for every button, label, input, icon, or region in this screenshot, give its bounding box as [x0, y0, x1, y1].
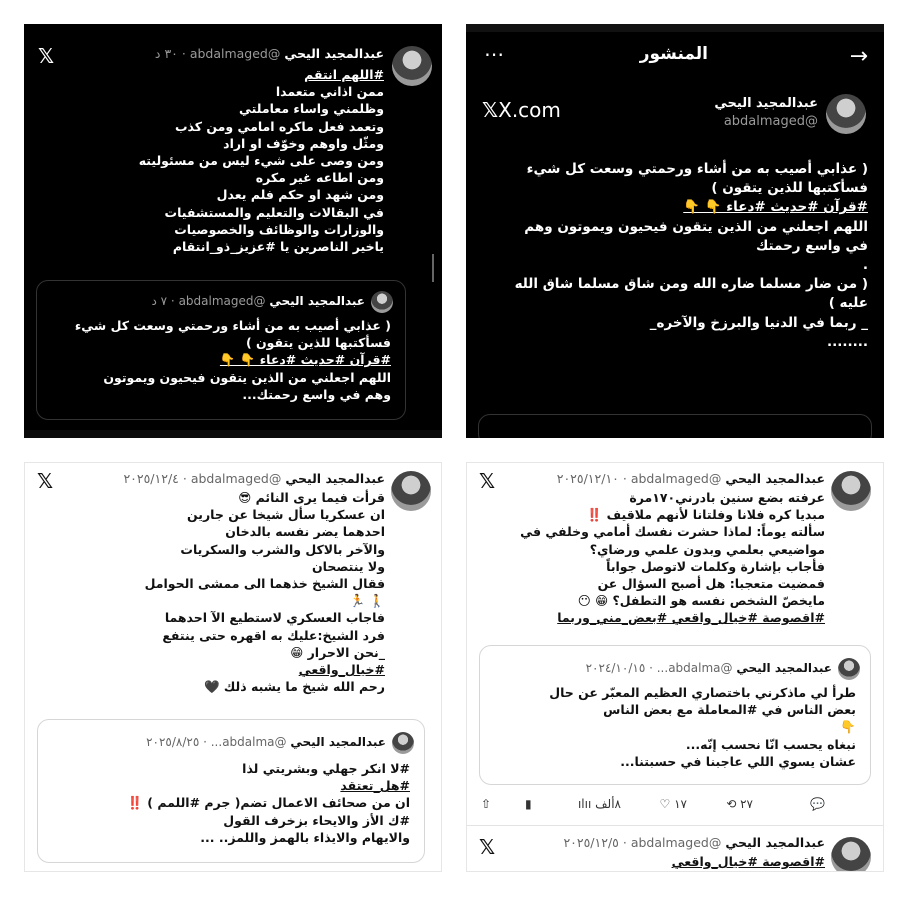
- post-line: ومن اطاعه غير مكره: [255, 170, 384, 186]
- post-body: [44, 66, 384, 255]
- quote-line: فسأكتبها للذين يتقون ): [245, 335, 391, 351]
- post-line: فمضيت متعجبا: هل أصبح السؤال عن: [597, 576, 825, 592]
- post-line: في واسع رحمتك: [755, 237, 868, 254]
- quote-handle: @abdalma...: [656, 661, 733, 675]
- quote-line: #لا انكر جهلي وبشريتي لذا: [242, 761, 410, 776]
- post-body: [475, 489, 825, 627]
- post-line: ممن اذاني متعمدا: [275, 84, 384, 100]
- quote-line: عشان يسوي اللي عاجبنا في حسبتنا...: [620, 753, 856, 769]
- post-line: مايخصّ الشخص نفسه هو التطفل؟ 😁 😶: [577, 593, 825, 609]
- post-header: عبدالمجيد اليحي @abdalmaged · ٣٠ د: [154, 46, 384, 61]
- panel-post-1: [24, 24, 442, 438]
- post-line: 🚶 🏃: [349, 593, 385, 609]
- back-arrow-icon[interactable]: →: [849, 44, 868, 69]
- post-line: _ ربما في الدنيا والبرزخ والآخره_: [649, 314, 868, 331]
- quoted-post-edge[interactable]: [478, 414, 872, 438]
- quote-author: عبدالمجيد اليحي: [290, 735, 386, 749]
- like-button[interactable]: [660, 797, 687, 811]
- x-logo-icon[interactable]: 𝕏: [38, 44, 55, 68]
- next-post-body: [672, 853, 825, 870]
- x-logo-icon[interactable]: 𝕏: [37, 469, 54, 493]
- quote-time: ٧ د: [151, 294, 168, 308]
- quote-author: عبدالمجيد اليحي: [269, 294, 365, 308]
- share-icon: ⇧: [481, 797, 492, 811]
- post-line: ( عذابي أصيب به من أشاء ورحمتي وسعت كل شيء: [526, 161, 868, 177]
- views-count: ٨ألف: [595, 797, 621, 811]
- post-line: ومثّل واوهم وخوّف او اراد: [223, 135, 384, 151]
- post-line: رحم الله شيخ ما يشبه ذلك 🖤: [203, 679, 385, 695]
- post-line: ومن شهد او حكم فلم يعدل: [216, 187, 384, 203]
- author-name[interactable]: عبدالمجيد اليحي: [284, 46, 384, 61]
- post-line: _نحن الاحرار 😁: [290, 644, 385, 660]
- quote-author: عبدالمجيد اليحي: [736, 661, 832, 675]
- x-logo-icon: 𝕏: [482, 98, 499, 122]
- post-line: عرفته بضع سنين بادرني١٧٠مرة: [629, 490, 825, 505]
- repost-button[interactable]: [726, 797, 753, 811]
- post-line: والآخر بالاكل والشرب والسكريات: [180, 541, 385, 557]
- post-line[interactable]: #اقصوصة #خيال_واقعي: [671, 854, 825, 869]
- quote-header: عبدالمجيد اليحي @abdalmaged · ٧ د: [151, 294, 365, 308]
- quote-line: #قرآن #حديث #دعاء 👇 👇: [219, 352, 391, 368]
- post-time: ٣٠ د: [154, 46, 178, 61]
- repost-count: ٢٧: [740, 797, 753, 811]
- quote-date: ٢٠٢٥/٨/٢٥: [146, 735, 200, 749]
- action-bar-edge: [24, 430, 442, 438]
- more-options-icon[interactable]: ⋯: [484, 42, 503, 66]
- share-button[interactable]: [481, 797, 491, 811]
- quote-line: 👇: [840, 719, 856, 735]
- post-line: ان عسكريا سأل شيخا عن جارين: [187, 507, 385, 523]
- post-line: مبديا كره فلانا وفلتانا لأنهم ملاقيف ‼️: [586, 507, 825, 523]
- quote-line: ان من صحائف الاعمال تضم( جرم #اللمم ) ‼️: [127, 795, 410, 811]
- author-name[interactable]: عبدالمجيد اليحي: [285, 471, 385, 486]
- post-line: قرأت فيما يرى النائم 😎: [238, 490, 385, 505]
- panel-post-2: [466, 24, 884, 438]
- quoted-post[interactable]: [37, 719, 425, 863]
- quote-date: ٢٠٢٤/١٠/١٥: [585, 661, 646, 675]
- post-line: ( من ضار مسلما ضاره الله ومن شاق مسلما شاق الله: [514, 276, 868, 293]
- post-header: عبدالمجيد اليحي @abdalmaged · ٢٠٢٥/١٢/٤: [123, 471, 385, 486]
- bookmark-icon: ▮: [525, 797, 532, 811]
- author-handle[interactable]: @abdalmaged: [630, 835, 722, 850]
- repost-icon: ⟲: [726, 797, 737, 811]
- avatar: [371, 291, 393, 313]
- post-line[interactable]: #اقصوصة #خيال_واقعي #بعض_مني_وربما: [557, 610, 825, 626]
- post-line: وظلمني واساء معاملتي: [239, 101, 384, 117]
- quote-line: بعض الناس في #المعاملة مع بعض الناس: [603, 702, 856, 718]
- avatar[interactable]: [831, 471, 871, 511]
- quote-body: [127, 760, 410, 846]
- post-line: سألته يوماً: لماذا حشرت نفسك أمامي وخلفي في: [520, 524, 825, 540]
- post-line: ومن وصى على شيء ليس من مسئوليته: [138, 153, 384, 169]
- quote-line: والايهام والايذاء بالهمز واللمز.. ...: [200, 829, 410, 845]
- post-line: فأجاب بإشارة وكلمات لاتوصل جواباً: [606, 558, 825, 574]
- quote-body: [549, 684, 856, 770]
- post-line: في البقالات والتعليم والمستشفيات: [164, 204, 384, 220]
- quote-line: نبغاه يحسب انّا نحسب إنّه...: [685, 736, 856, 752]
- avatar[interactable]: [826, 94, 866, 134]
- x-logo-icon[interactable]: 𝕏: [479, 835, 496, 859]
- post-line[interactable]: #اللهم انتقم: [304, 67, 384, 82]
- post-line: فسأكتبها للذين يتقون ): [711, 180, 868, 197]
- post-line: فاجاب العسكري لاستطيع الآ احدهما: [164, 610, 385, 626]
- x-logo-icon[interactable]: 𝕏: [479, 469, 496, 493]
- quoted-post[interactable]: [36, 280, 406, 420]
- post-line: فرد الشيخ:عليك به اقهره حتى ينتفع: [162, 627, 385, 643]
- status-bar: [466, 24, 884, 32]
- post-line: ........: [826, 333, 868, 350]
- author-name[interactable]: عبدالمجيد اليحي: [725, 835, 825, 850]
- author-name[interactable]: عبدالمجيد اليحي: [725, 471, 825, 486]
- avatar[interactable]: [831, 837, 871, 872]
- reply-icon: 💬: [810, 797, 825, 811]
- heart-icon: ♡: [659, 797, 671, 811]
- divider: [467, 825, 883, 826]
- post-line: فقال الشيخ خذهما الى ممشى الحوامل: [144, 576, 385, 592]
- post-line: .: [862, 257, 868, 274]
- avatar[interactable]: [391, 471, 431, 511]
- author-handle[interactable]: @abdalmaged: [190, 471, 282, 486]
- site-name: X.com: [498, 98, 561, 122]
- post-date: ٢٠٢٥/١٢/١٠: [556, 471, 619, 486]
- quote-line: طرأ لي ماذكرني باختصاري العظيم المعبّر عن حال: [549, 685, 856, 700]
- quote-handle: @abdalma...: [210, 735, 287, 749]
- post-line[interactable]: #قرآن #حديث #دعاء 👇 👇: [683, 199, 868, 216]
- quote-line: وهم في واسع رحمتك...: [242, 386, 391, 402]
- action-bar: [467, 797, 883, 817]
- post-date: ٢٠٢٥/١٢/٤: [123, 471, 179, 486]
- post-line: وتعمد فعل ماكره امامي ومن كذب: [174, 118, 384, 134]
- post-line: والوزارات والوظائف والخصوصيات: [174, 221, 384, 237]
- panel-post-3: [24, 462, 442, 872]
- quote-header: عبدالمجيد اليحي @abdalma... · ٢٠٢٤/١٠/١٥: [585, 661, 832, 675]
- quote-header: عبدالمجيد اليحي @abdalma... · ٢٠٢٥/٨/٢٥: [146, 735, 386, 749]
- post-line[interactable]: #خيال_واقعي: [298, 662, 385, 678]
- avatar: [838, 658, 860, 680]
- post-body: [478, 160, 868, 352]
- author-handle[interactable]: @abdalmaged: [630, 471, 722, 486]
- author-handle[interactable]: @abdalmaged: [723, 114, 818, 129]
- post-date: ٢٠٢٥/١٢/٥: [563, 835, 619, 850]
- views-icon: ılıı: [577, 797, 592, 811]
- quote-line: #ك الأز والايحاء بزخرف القول: [223, 812, 410, 828]
- quote-handle: @abdalmaged: [178, 294, 266, 308]
- post-line: عليه ): [828, 295, 868, 312]
- post-line: ولا ينتصحان: [311, 558, 385, 574]
- avatar[interactable]: [392, 46, 432, 86]
- post-header: [714, 96, 818, 129]
- post-header: عبدالمجيد اليحي @abdalmaged · ٢٠٢٥/١٢/١٠: [556, 471, 825, 486]
- reply-button[interactable]: [810, 797, 825, 811]
- views-button[interactable]: [578, 797, 621, 811]
- scrollbar[interactable]: [432, 254, 434, 282]
- quote-line: #هل_تعتقد: [340, 778, 410, 794]
- quoted-post[interactable]: [479, 645, 871, 785]
- quote-body: [75, 317, 391, 403]
- post-line: مواضيعي بعلمي وبدون علمي ورضاي؟: [589, 541, 825, 557]
- site-label: [482, 98, 561, 122]
- author-handle[interactable]: @abdalmaged: [189, 46, 281, 61]
- next-post-header: عبدالمجيد اليحي @abdalmaged · ٢٠٢٥/١٢/٥: [563, 835, 825, 850]
- avatar: [392, 732, 414, 754]
- post-line: ياخير الناصرين يا #عزيز_ذو_انتقام: [172, 239, 384, 255]
- post-body: [35, 489, 385, 695]
- panel-post-4: [466, 462, 884, 872]
- bookmark-button[interactable]: [525, 797, 532, 811]
- quote-line: ( عذابي أصيب به من أشاء ورحمتي وسعت كل شيء: [74, 318, 391, 333]
- author-name[interactable]: عبدالمجيد اليحي: [714, 96, 818, 111]
- quote-line: اللهم اجعلني من الذين يتقون فيحيون ويموتون: [103, 369, 391, 385]
- post-line: اللهم اجعلني من الذين يتقون فيحيون ويموتون وهم: [524, 218, 868, 235]
- like-count: ١٧: [674, 797, 687, 811]
- page-title: المنشور: [639, 44, 708, 64]
- post-line: احدهما يضر نفسه بالدخان: [225, 524, 385, 540]
